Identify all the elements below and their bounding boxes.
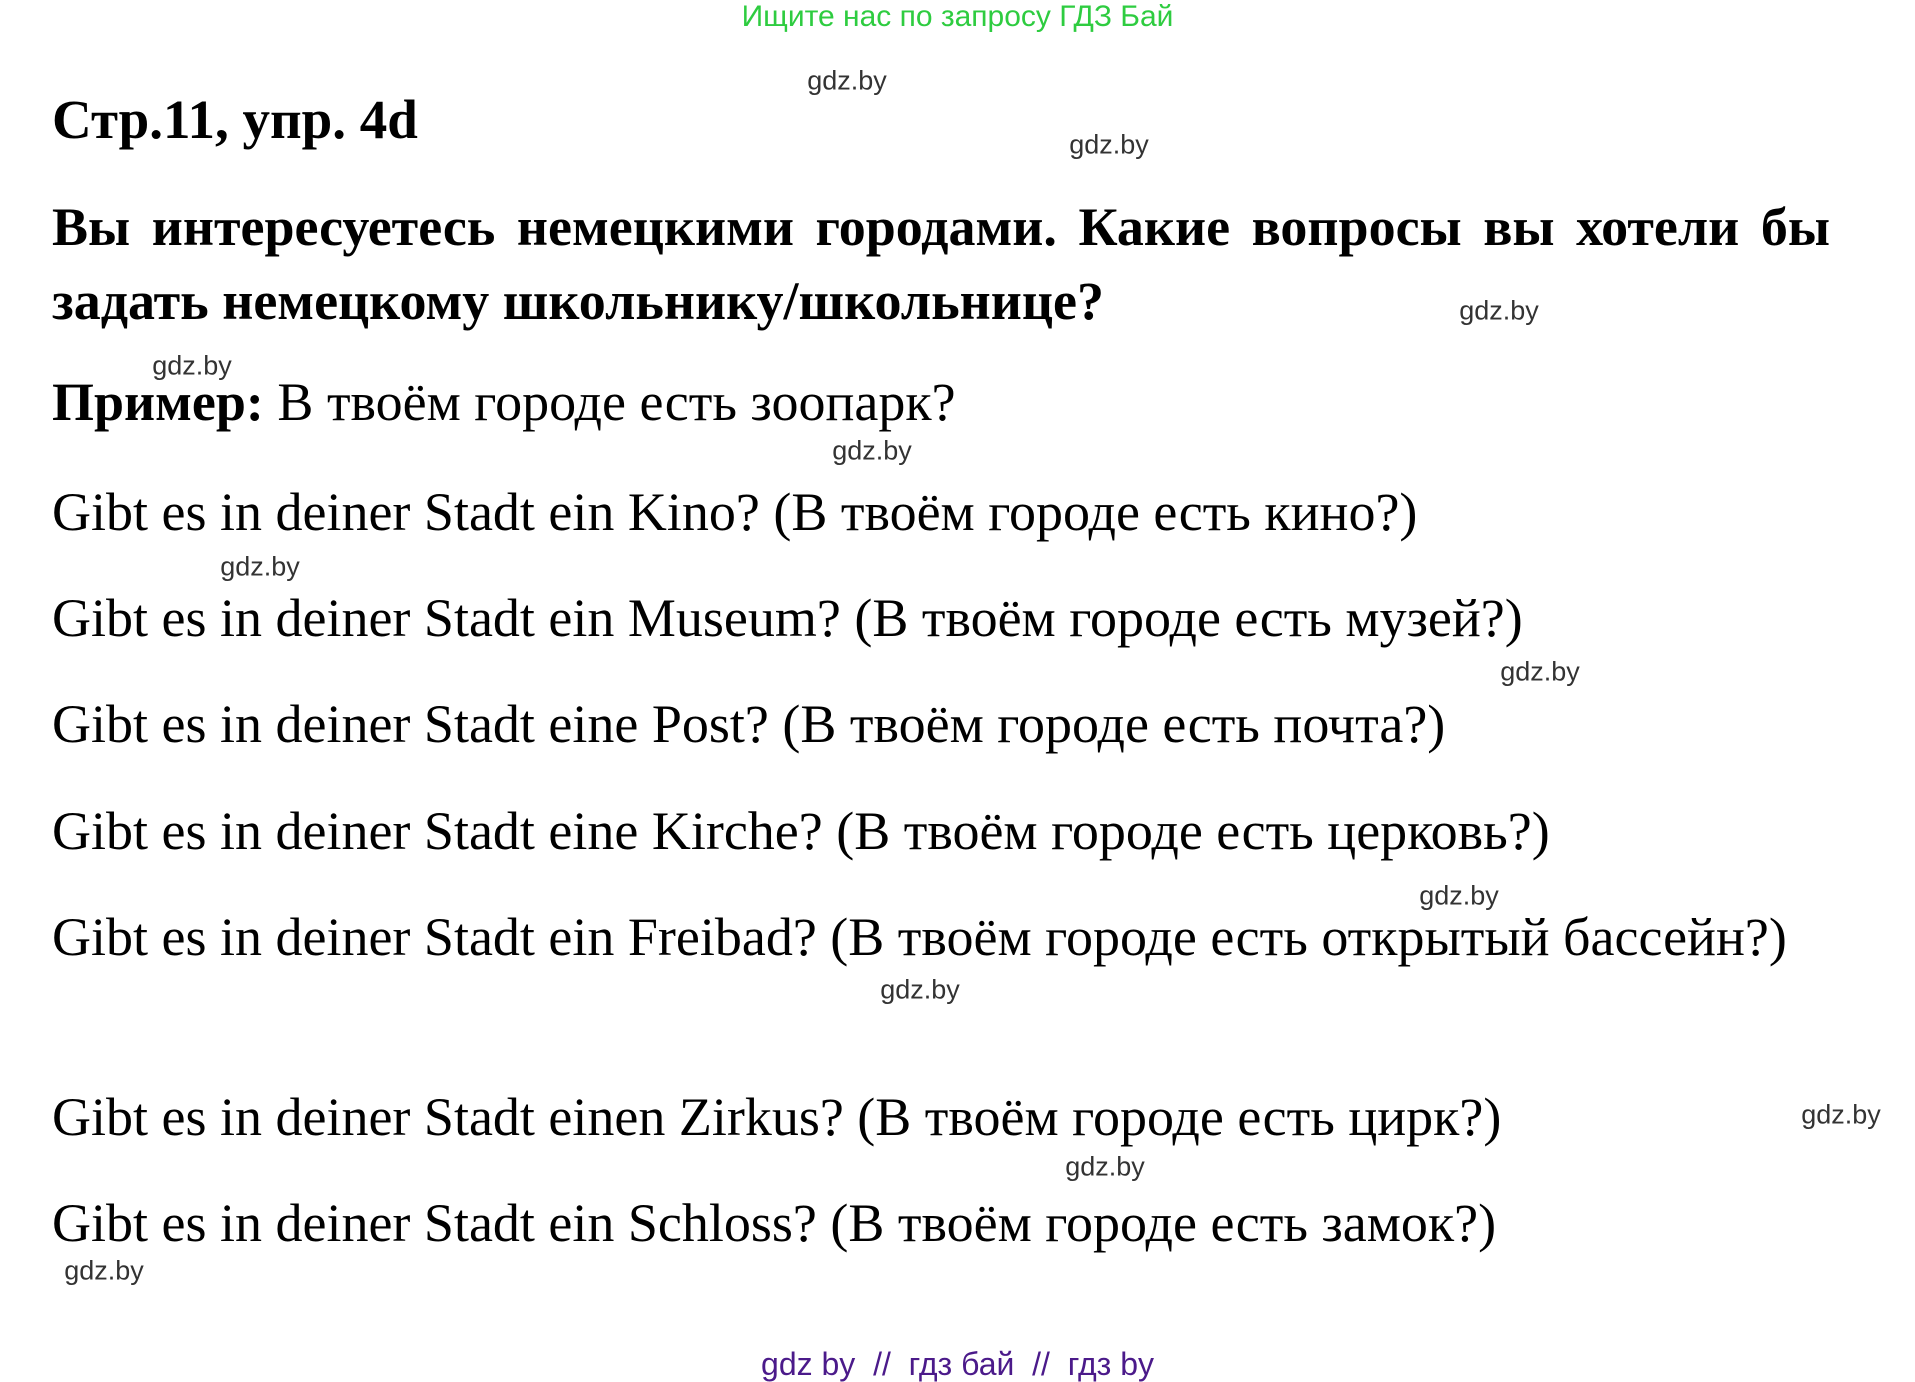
watermark: gdz.by: [880, 974, 960, 1005]
watermark: gdz.by: [1459, 295, 1539, 326]
task-question: Вы интересуетесь немецкими городами. Какие вопросы вы хотели бы задать немецкому школьнику/школьнице?: [52, 197, 1830, 331]
answer-line: Gibt es in deiner Stadt einen Zirkus? (В твоём городе есть цирк?): [52, 1087, 1502, 1147]
watermark: gdz.by: [64, 1255, 144, 1286]
answer-line: Gibt es in deiner Stadt ein Freibad? (В твоём городе есть открытый бассейн?): [52, 907, 1787, 967]
page-title: Стр.11, упр. 4d: [52, 89, 418, 150]
answer-line: Gibt es in deiner Stadt ein Schloss? (В твоём городе есть замок?): [52, 1193, 1497, 1253]
answer-line: Gibt es in deiner Stadt eine Kirche? (В твоём городе есть церковь?): [52, 801, 1550, 861]
example-label: Пример:: [52, 372, 264, 432]
answer-line: Gibt es in deiner Stadt eine Post? (В твоём городе есть почта?): [52, 694, 1446, 754]
answer-line: Gibt es in deiner Stadt ein Kino? (В твоём городе есть кино?): [52, 482, 1418, 542]
answer-line: Gibt es in deiner Stadt ein Museum? (В твоём городе есть музей?): [52, 588, 1523, 648]
watermark: gdz.by: [1065, 1151, 1145, 1182]
watermark: gdz.by: [1801, 1099, 1881, 1130]
watermark: gdz.by: [1419, 880, 1499, 911]
example-text: В твоём городе есть зоопарк?: [263, 372, 956, 432]
watermark: gdz.by: [1069, 129, 1149, 160]
footer-links: gdz by // гдз бай // гдз by: [761, 1346, 1154, 1382]
watermark: gdz.by: [807, 65, 887, 96]
search-banner: Ищите нас по запросу ГДЗ Бай: [741, 0, 1174, 33]
watermark: gdz.by: [832, 435, 912, 466]
watermark: gdz.by: [1500, 656, 1580, 687]
watermark: gdz.by: [220, 551, 300, 582]
watermark: gdz.by: [152, 350, 232, 381]
example-line: [52, 372, 956, 432]
